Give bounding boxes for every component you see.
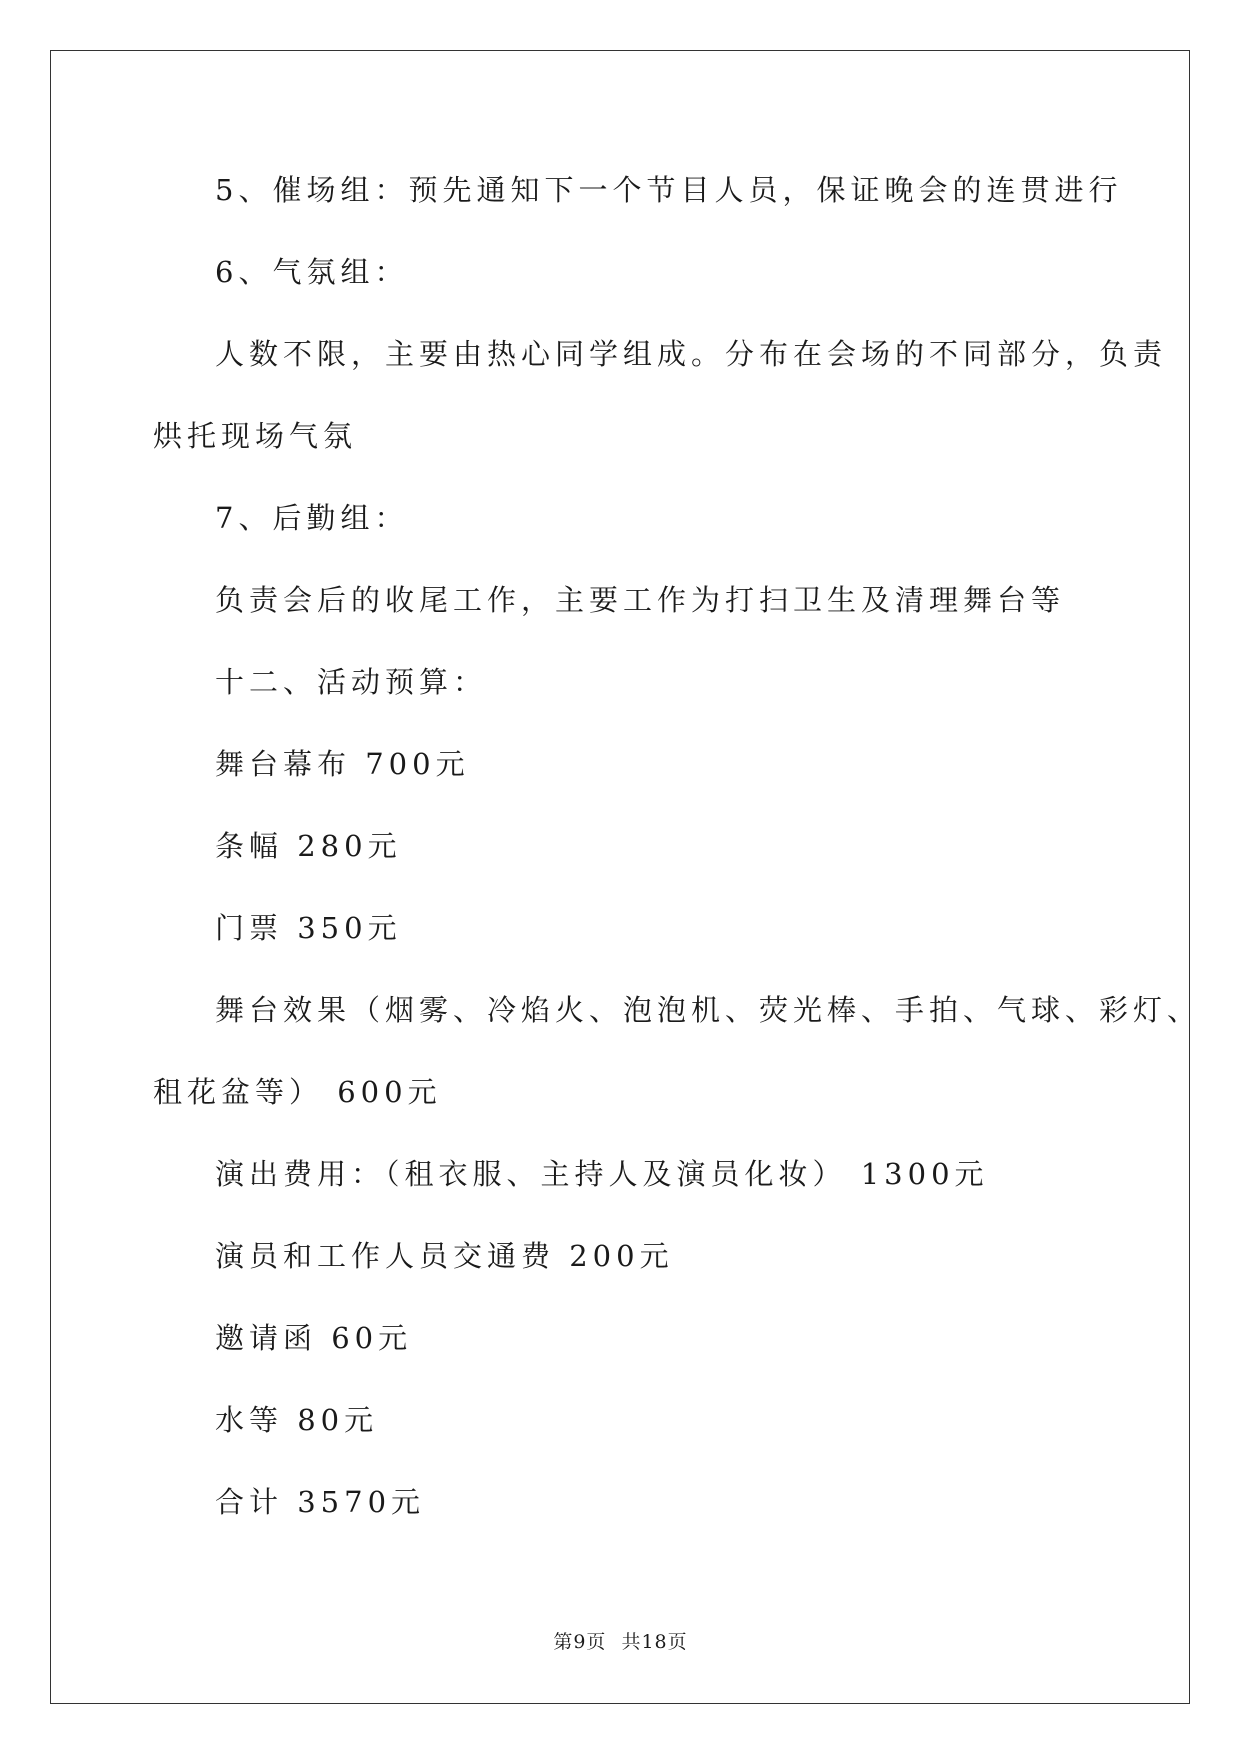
paragraph-3: 人数不限，主要由热心同学组成。分布在会场的不同部分，负责	[215, 337, 1168, 371]
budget-item-transport: 演员和工作人员交通费 200元	[215, 1239, 674, 1273]
section-heading-budget: 十二、活动预算：	[215, 665, 488, 699]
paragraph-4: 烘托现场气氛	[153, 419, 358, 453]
budget-item-water: 水等 80元	[215, 1403, 379, 1437]
budget-total: 合计 3570元	[215, 1485, 426, 1519]
paragraph-2: 6、气氛组：	[215, 255, 409, 289]
page-border	[50, 50, 1190, 1704]
paragraph-5: 7、后勤组：	[215, 501, 409, 535]
budget-item-performance: 演出费用：（租衣服、主持人及演员化妆） 1300元	[215, 1157, 989, 1191]
budget-item-banner: 条幅 280元	[215, 829, 402, 863]
budget-item-curtain: 舞台幕布 700元	[215, 747, 470, 781]
current-page-number: 第9页	[553, 1631, 607, 1653]
budget-item-tickets: 门票 350元	[215, 911, 402, 945]
budget-item-invitations: 邀请函 60元	[215, 1321, 413, 1355]
paragraph-1: 5、催场组：预先通知下一个节目人员，保证晚会的连贯进行	[215, 173, 1123, 207]
budget-item-effects: 舞台效果（烟雾、冷焰火、泡泡机、荧光棒、手拍、气球、彩灯、	[215, 993, 1202, 1027]
total-page-count: 共18页	[621, 1631, 688, 1653]
budget-item-effects-cont: 租花盆等） 600元	[153, 1075, 442, 1109]
paragraph-6: 负责会后的收尾工作，主要工作为打扫卫生及清理舞台等	[215, 583, 1066, 617]
page-footer	[0, 1627, 1241, 1654]
